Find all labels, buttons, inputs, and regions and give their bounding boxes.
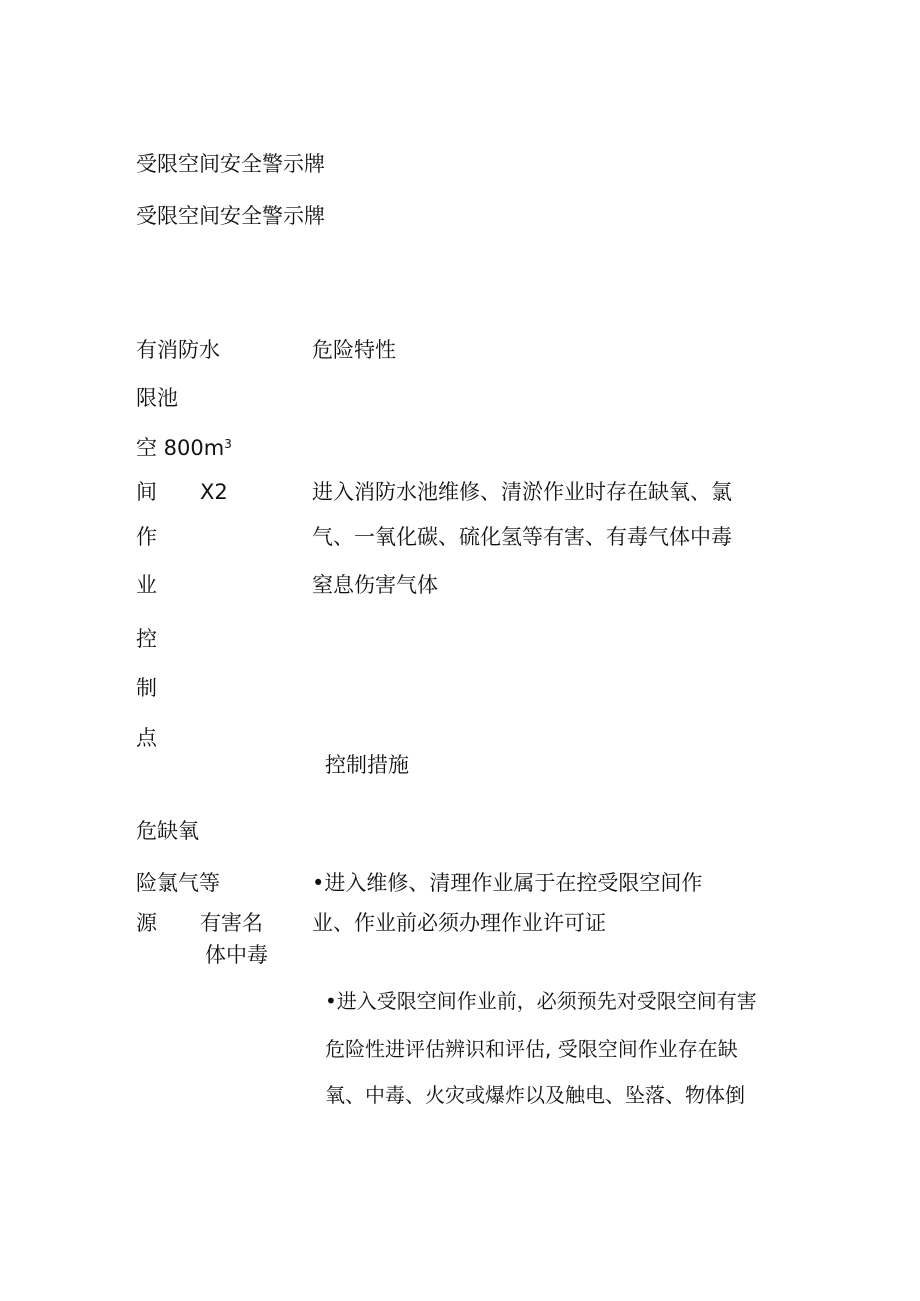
vertical-char-zuo: 作 (136, 525, 157, 549)
location-label-line2: 限池 (136, 386, 178, 410)
vertical-char-zhi: 制 (136, 676, 157, 700)
document-title: 受限空间安全警示牌 (136, 152, 325, 176)
vertical-char-ye: 业 (136, 573, 157, 597)
measure-item-2-line: 氧、中毒、火灾或爆炸以及触电、坠落、物体倒 (325, 1083, 745, 1107)
hazard-text-line: 进入消防水池维修、清淤作业时存在缺氧、氯 (312, 480, 732, 504)
document-subtitle: 受限空间安全警示牌 (136, 204, 325, 228)
vertical-char-dian: 点 (136, 726, 157, 750)
vertical-char-kong: 控 (136, 627, 157, 651)
source-label-line2: 险氯气等 (136, 871, 220, 895)
pool-capacity (136, 435, 232, 461)
vertical-char-jian: 间 (136, 480, 157, 504)
source-label-line1: 危缺氧 (136, 819, 199, 843)
measure-item-1-line: •进入维修、清理作业属于在控受限空间作 (312, 871, 703, 895)
measure-item-1-line: 业、作业前必须办理作业许可证 (312, 911, 606, 935)
source-label-line4: 体中毒 (205, 943, 268, 967)
pool-capacity-text: 空 800m (136, 436, 225, 460)
source-label-char-yuan: 源 (136, 911, 157, 935)
measure-item-2-line: 危险性进评估辨识和评估, 受限空间作业存在缺 (325, 1037, 738, 1061)
hazard-heading: 危险特性 (312, 338, 396, 362)
control-measures-heading: 控制措施 (325, 753, 409, 777)
source-label-line3: 有害名 (200, 911, 263, 935)
location-label-line1: 有消防水 (136, 338, 220, 362)
hazard-text-line: 气、一氧化碳、硫化氢等有害、有毒气体中毒 (312, 525, 732, 549)
hazard-text-line: 窒息伤害气体 (312, 573, 438, 597)
measure-item-2-line: •进入受限空间作业前，必须预先对受限空间有害 (325, 989, 757, 1013)
pool-capacity-unit-exponent: 3 (224, 437, 232, 451)
pool-count: X2 (200, 480, 228, 504)
